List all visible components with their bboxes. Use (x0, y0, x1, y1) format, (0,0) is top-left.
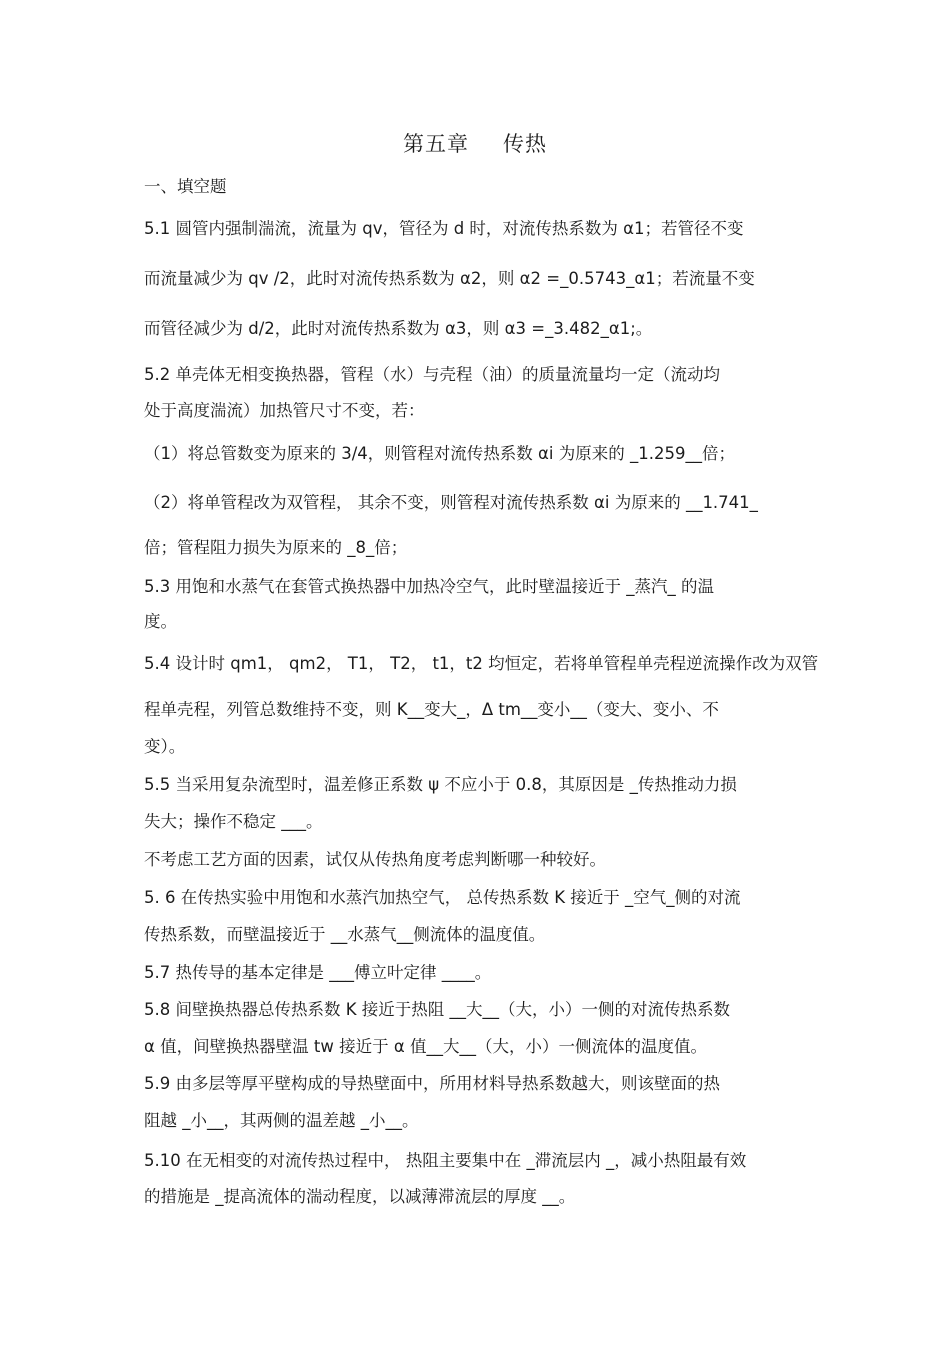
text-line: 传热系数，而壁温接近于 __水蒸气__侧流体的温度值。 (144, 925, 546, 944)
page-title (0, 128, 950, 158)
text-line: 5.7 热传导的基本定律是 ___傅立叶定律 ____。 (144, 963, 492, 982)
text-line: 5.1 圆管内强制湍流，流量为 qv，管径为 d 时，对流传热系数为 α1；若管径不变 (144, 219, 744, 238)
text-line: 处于高度湍流）加热管尺寸不变，若： (144, 401, 425, 420)
text-line: 5.4 设计时 qm1， qm2， T1， T2， t1，t2 均恒定，若将单管程单壳程逆流操作改为双管 (144, 654, 819, 673)
text-line: 5.3 用饱和水蒸气在套管式换热器中加热冷空气，此时壁温接近于 _蒸汽_ 的温 (144, 577, 714, 596)
text-line: 度。 (144, 612, 177, 631)
text-line: α 值，间壁换热器壁温 tw 接近于 α 值__大__（大，小）一侧流体的温度值。 (144, 1037, 707, 1056)
text-line: 5.5 当采用复杂流型时，温差修正系数 ψ 不应小于 0.8，其原因是 _传热推动力损 (144, 775, 737, 794)
text-line: 5.8 间壁换热器总传热系数 K 接近于热阻 __大__（大，小）一侧的对流传热系数 (144, 1000, 731, 1019)
text-line: 而流量减少为 qv /2，此时对流传热系数为 α2，则 α2 =_0.5743_α1；若流量不变 (144, 269, 755, 288)
text-line: 变）。 (144, 737, 186, 756)
text-line: 阻越 _小__，其两侧的温差越 _小__。 (144, 1111, 419, 1130)
text-line: 5.10 在无相变的对流传热过程中， 热阻主要集中在 _滞流层内 _，减小热阻最有效 (144, 1151, 747, 1170)
text-line: 的措施是 _提高流体的湍动程度，以减薄滞流层的厚度 __。 (144, 1187, 576, 1206)
text-line: 失大；操作不稳定 ___。 (144, 812, 323, 831)
text-line: 5. 6 在传热实验中用饱和水蒸汽加热空气， 总传热系数 K 接近于 _空气_侧的对流 (144, 888, 741, 907)
text-line: 倍；管程阻力损失为原来的 _8_倍； (144, 538, 408, 557)
text-line: 程单壳程，列管总数维持不变，则 K__变大_，Δ tm__变小__（变大、变小、不 (144, 700, 719, 719)
text-line: 5.2 单壳体无相变换热器，管程（水）与壳程（油）的质量流量均一定（流动均 (144, 365, 720, 384)
text-line: 而管径减少为 d/2，此时对流传热系数为 α3，则 α3 =_3.482_α1;。 (144, 319, 653, 338)
text-line: 5.9 由多层等厚平壁构成的导热壁面中，所用材料导热系数越大，则该壁面的热 (144, 1074, 720, 1093)
text-line: 不考虑工艺方面的因素，试仅从传热角度考虑判断哪一种较好。 (144, 850, 606, 869)
section-heading: 一、填空题 (144, 177, 227, 196)
chapter-name: 传热 (503, 132, 547, 156)
text-line: （2）将单管程改为双管程， 其余不变，则管程对流传热系数 αi 为原来的 __1.741_ (144, 493, 758, 512)
chapter-number: 第五章 (403, 132, 469, 156)
text-line: （1）将总管数变为原来的 3/4，则管程对流传热系数 αi 为原来的 _1.259__倍； (144, 444, 735, 463)
